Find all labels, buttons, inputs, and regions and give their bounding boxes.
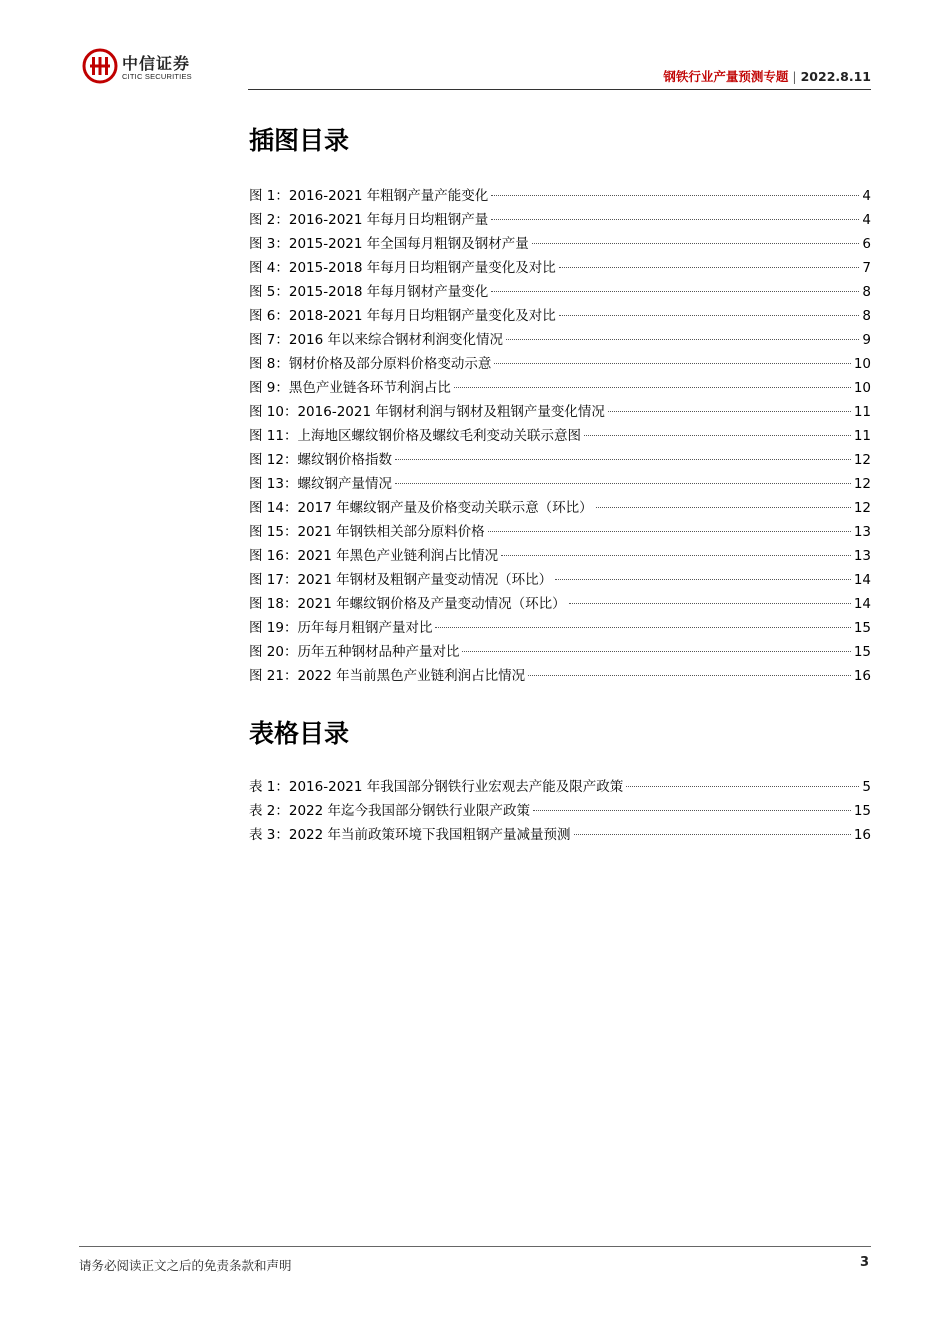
tables-toc-list <box>249 775 871 847</box>
toc-entry-page: 10 <box>853 380 871 396</box>
footer-divider <box>79 1246 871 1247</box>
report-title: 钢铁行业产量预测专题 <box>663 69 789 84</box>
toc-dot-leader <box>528 675 851 676</box>
toc-entry-label: 图 7：2016 年以来综合钢材利润变化情况 <box>249 332 504 348</box>
figure-toc-entry[interactable] <box>249 664 871 688</box>
toc-entry-label: 图 12：螺纹钢价格指数 <box>249 452 392 468</box>
toc-entry-label: 图 5：2015-2018 年每月钢材产量变化 <box>249 284 489 300</box>
header-separator: | <box>792 69 797 84</box>
toc-dot-leader <box>626 786 859 787</box>
toc-dot-leader <box>533 810 851 811</box>
toc-entry-page: 4 <box>862 188 871 204</box>
toc-dot-leader <box>608 411 851 412</box>
toc-entry-label: 表 2：2022 年迄今我国部分钢铁行业限产政策 <box>249 803 531 819</box>
figure-toc-entry[interactable] <box>249 424 871 448</box>
toc-dot-leader <box>555 579 851 580</box>
header-divider <box>248 89 871 90</box>
toc-entry-label: 表 1：2016-2021 年我国部分钢铁行业宏观去产能及限产政策 <box>249 779 624 795</box>
toc-entry-page: 11 <box>853 404 871 420</box>
toc-dot-leader <box>395 459 851 460</box>
toc-dot-leader <box>494 363 850 364</box>
toc-dot-leader <box>532 243 860 244</box>
toc-dot-leader <box>491 219 859 220</box>
toc-entry-label: 图 4：2015-2018 年每月日均粗钢产量变化及对比 <box>249 260 556 276</box>
report-header <box>663 67 871 85</box>
toc-entry-label: 图 17：2021 年钢材及粗钢产量变动情况（环比） <box>249 572 553 588</box>
toc-entry-page: 12 <box>853 476 871 492</box>
toc-entry-label: 图 18：2021 年螺纹钢价格及产量变动情况（环比） <box>249 596 566 612</box>
table-toc-entry[interactable] <box>249 799 871 823</box>
toc-dot-leader <box>559 267 860 268</box>
figure-toc-entry[interactable] <box>249 592 871 616</box>
toc-entry-label: 图 16：2021 年黑色产业链利润占比情况 <box>249 548 499 564</box>
toc-entry-label: 图 14：2017 年螺纹钢产量及价格变动关联示意（环比） <box>249 500 593 516</box>
figure-toc-entry[interactable] <box>249 520 871 544</box>
toc-entry-label: 图 3：2015-2021 年全国每月粗钢及钢材产量 <box>249 236 529 252</box>
toc-dot-leader <box>488 531 851 532</box>
toc-dot-leader <box>574 834 851 835</box>
toc-entry-page: 12 <box>853 500 871 516</box>
toc-entry-page: 9 <box>862 332 871 348</box>
toc-entry-page: 15 <box>853 620 871 636</box>
toc-entry-page: 4 <box>862 212 871 228</box>
toc-entry-page: 16 <box>853 668 871 684</box>
figure-toc-entry[interactable] <box>249 568 871 592</box>
report-date: 2022.8.11 <box>800 69 871 84</box>
brand-name-cn: 中信证券 <box>122 54 191 73</box>
figure-toc-entry[interactable] <box>249 304 871 328</box>
toc-entry-page: 10 <box>853 356 871 372</box>
toc-entry-page: 11 <box>853 428 871 444</box>
toc-entry-label: 图 9：黑色产业链各环节利润占比 <box>249 380 451 396</box>
figure-toc-entry[interactable] <box>249 496 871 520</box>
figure-toc-entry[interactable] <box>249 184 871 208</box>
toc-dot-leader <box>506 339 859 340</box>
toc-entry-page: 15 <box>853 803 871 819</box>
toc-dot-leader <box>435 627 850 628</box>
toc-dot-leader <box>491 195 859 196</box>
toc-entry-page: 8 <box>862 284 871 300</box>
toc-dot-leader <box>501 555 851 556</box>
figure-toc-entry[interactable] <box>249 328 871 352</box>
toc-dot-leader <box>454 387 851 388</box>
figure-toc-entry[interactable] <box>249 256 871 280</box>
toc-entry-label: 图 2：2016-2021 年每月日均粗钢产量 <box>249 212 489 228</box>
toc-entry-label: 图 10：2016-2021 年钢材利润与钢材及粗钢产量变化情况 <box>249 404 605 420</box>
toc-entry-page: 15 <box>853 644 871 660</box>
toc-entry-label: 图 21：2022 年当前黑色产业链利润占比情况 <box>249 668 526 684</box>
figure-toc-entry[interactable] <box>249 640 871 664</box>
toc-entry-label: 图 6：2018-2021 年每月日均粗钢产量变化及对比 <box>249 308 556 324</box>
figures-toc-list <box>249 184 871 688</box>
toc-entry-label: 表 3：2022 年当前政策环境下我国粗钢产量减量预测 <box>249 827 571 843</box>
toc-dot-leader <box>491 291 859 292</box>
toc-entry-label: 图 1：2016-2021 年粗钢产量产能变化 <box>249 188 489 204</box>
figure-toc-entry[interactable] <box>249 400 871 424</box>
toc-entry-label: 图 15：2021 年钢铁相关部分原料价格 <box>249 524 485 540</box>
toc-entry-page: 5 <box>862 779 871 795</box>
toc-entry-page: 8 <box>862 308 871 324</box>
table-toc-entry[interactable] <box>249 823 871 847</box>
page-number: 3 <box>859 1255 869 1270</box>
brand-logo <box>82 48 222 88</box>
table-toc-entry[interactable] <box>249 775 871 799</box>
figure-toc-entry[interactable] <box>249 208 871 232</box>
tables-toc-title: 表格目录 <box>249 719 350 748</box>
toc-dot-leader <box>596 507 851 508</box>
toc-dot-leader <box>584 435 851 436</box>
figure-toc-entry[interactable] <box>249 472 871 496</box>
toc-entry-label: 图 11：上海地区螺纹钢价格及螺纹毛利变动关联示意图 <box>249 428 581 444</box>
toc-entry-page: 7 <box>862 260 871 276</box>
figure-toc-entry[interactable] <box>249 280 871 304</box>
figure-toc-entry[interactable] <box>249 352 871 376</box>
toc-entry-page: 14 <box>853 572 871 588</box>
toc-entry-page: 13 <box>853 548 871 564</box>
toc-entry-page: 13 <box>853 524 871 540</box>
figure-toc-entry[interactable] <box>249 616 871 640</box>
citic-logo-icon <box>82 48 118 84</box>
footer-disclaimer: 请务必阅读正文之后的免责条款和声明 <box>79 1258 292 1273</box>
toc-entry-label: 图 19：历年每月粗钢产量对比 <box>249 620 433 636</box>
figure-toc-entry[interactable] <box>249 376 871 400</box>
toc-entry-page: 12 <box>853 452 871 468</box>
toc-entry-label: 图 8：钢材价格及部分原料价格变动示意 <box>249 356 492 372</box>
toc-entry-page: 6 <box>862 236 871 252</box>
toc-dot-leader <box>559 315 860 316</box>
toc-entry-label: 图 13：螺纹钢产量情况 <box>249 476 392 492</box>
figures-toc-title: 插图目录 <box>249 126 350 155</box>
toc-dot-leader <box>569 603 851 604</box>
toc-dot-leader <box>462 651 850 652</box>
toc-entry-label: 图 20：历年五种钢材品种产量对比 <box>249 644 460 660</box>
toc-entry-page: 16 <box>853 827 871 843</box>
toc-entry-page: 14 <box>853 596 871 612</box>
figure-toc-entry[interactable] <box>249 544 871 568</box>
figure-toc-entry[interactable] <box>249 232 871 256</box>
toc-dot-leader <box>395 483 851 484</box>
figure-toc-entry[interactable] <box>249 448 871 472</box>
brand-name-en: CITIC SECURITIES <box>122 72 192 81</box>
